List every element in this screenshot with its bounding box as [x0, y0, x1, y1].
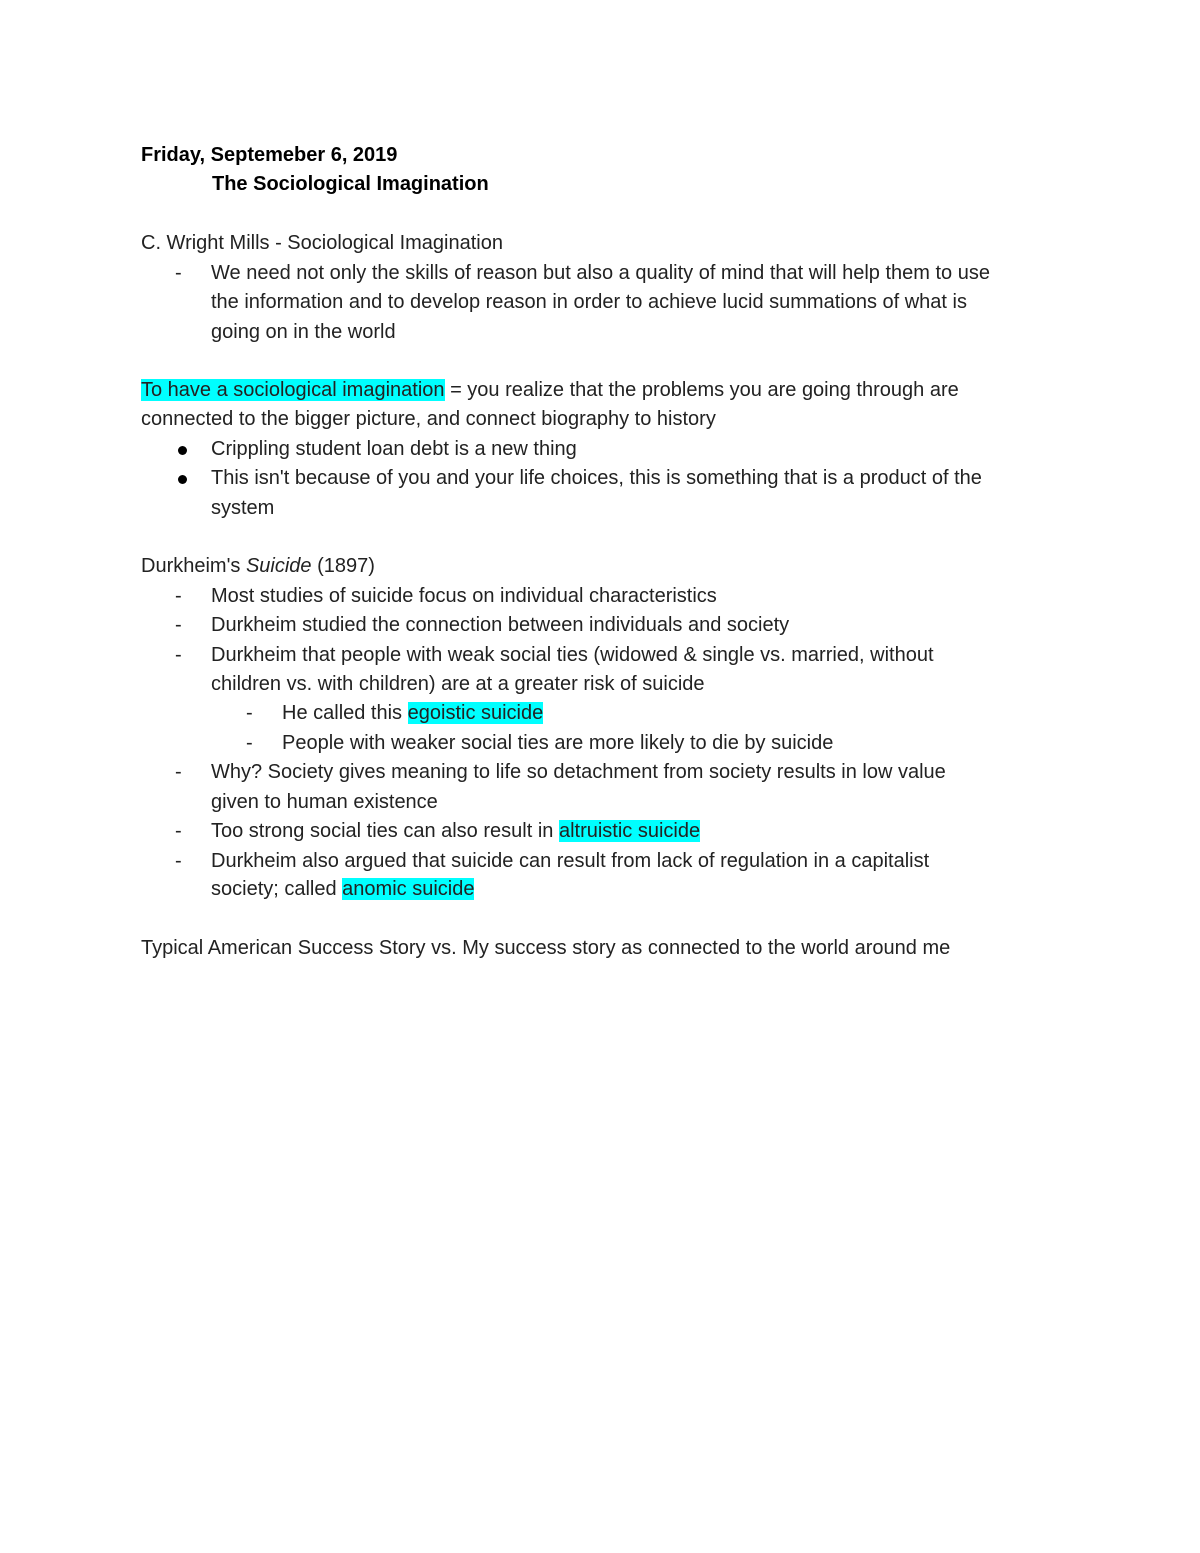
- dash-marker: -: [246, 732, 253, 754]
- page-title: The Sociological Imagination: [212, 173, 489, 195]
- highlight-anomic: anomic suicide: [342, 878, 475, 900]
- durkheim-item-3-line-1: Durkheim that people with weak social ties (widowed & single vs. married, without: [211, 644, 934, 666]
- dash-marker: -: [175, 614, 182, 636]
- date-heading: Friday, Septemeber 6, 2019: [141, 144, 398, 166]
- durkheim-heading-year: (1897): [311, 555, 375, 577]
- mills-item-line-3: going on in the world: [211, 321, 396, 343]
- dash-marker: -: [246, 702, 253, 724]
- dash-marker: -: [175, 585, 182, 607]
- durkheim-subitem-2: People with weaker social ties are more likely to die by suicide: [282, 732, 834, 754]
- subitem-1-text: He called this: [282, 702, 408, 724]
- highlight-altruistic: altruistic suicide: [558, 820, 701, 842]
- mills-item-line-1: We need not only the skills of reason but also a quality of mind that will help them to use: [211, 262, 990, 284]
- durkheim-heading-title: Suicide: [245, 555, 312, 577]
- bullet-icon: [178, 475, 187, 484]
- bullet-item-1: Crippling student loan debt is a new thing: [211, 438, 577, 460]
- durkheim-item-6-line-2: [211, 874, 474, 904]
- closing-line: Typical American Success Story vs. My success story as connected to the world around me: [141, 937, 951, 959]
- durkheim-item-1: Most studies of suicide focus on individual characteristics: [211, 585, 717, 607]
- highlight-term: To have a sociological imagination: [141, 379, 445, 401]
- mills-heading: C. Wright Mills - Sociological Imagination: [141, 232, 503, 254]
- durkheim-item-4-line-2: given to human existence: [211, 791, 438, 813]
- bullet-item-2-line-1: This isn't because of you and your life choices, this is something that is a product of the: [211, 467, 982, 489]
- mills-item-line-2: the information and to develop reason in order to achieve lucid summations of what is: [211, 291, 967, 313]
- definition-line-1: [141, 375, 959, 405]
- dash-marker: -: [175, 644, 182, 666]
- durkheim-heading-pre: Durkheim's: [141, 555, 246, 577]
- highlight-egoistic: egoistic suicide: [407, 702, 544, 724]
- dash-marker: -: [175, 850, 182, 872]
- durkheim-item-3-line-2: children vs. with children) are at a greater risk of suicide: [211, 673, 705, 695]
- item-6-text: society; called: [211, 878, 343, 900]
- durkheim-subitem-1: [282, 698, 543, 728]
- dash-marker: -: [175, 262, 182, 284]
- dash-marker: -: [175, 761, 182, 783]
- durkheim-item-6-line-1: Durkheim also argued that suicide can result from lack of regulation in a capitalist: [211, 850, 930, 872]
- dash-marker: -: [175, 820, 182, 842]
- durkheim-item-2: Durkheim studied the connection between individuals and society: [211, 614, 790, 636]
- definition-line-2: connected to the bigger picture, and connect biography to history: [141, 408, 716, 430]
- bullet-icon: [178, 446, 187, 455]
- durkheim-heading: [141, 551, 375, 581]
- definition-rest: = you realize that the problems you are going through are: [444, 379, 959, 401]
- durkheim-item-4-line-1: Why? Society gives meaning to life so detachment from society results in low value: [211, 761, 946, 783]
- bullet-item-2-line-2: system: [211, 497, 275, 519]
- item-5-text: Too strong social ties can also result in: [211, 820, 559, 842]
- durkheim-item-5: [211, 816, 700, 846]
